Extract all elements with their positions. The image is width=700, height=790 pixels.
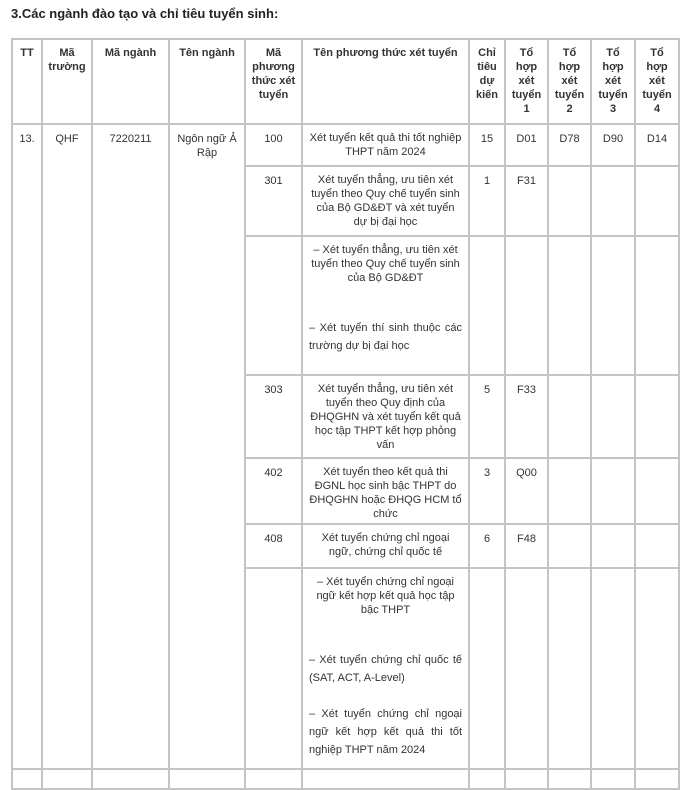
header-quota: Chỉ tiêu dự kiến: [469, 39, 505, 124]
header-major-name: Tên ngành: [169, 39, 245, 124]
method-details-cell: [302, 236, 469, 375]
header-combo-3: Tổ hợp xét tuyển 3: [591, 39, 635, 124]
empty-cell: [635, 166, 679, 236]
combo-1-cell: D01: [505, 124, 548, 166]
header-combo-1: Tổ hợp xét tuyển 1: [505, 39, 548, 124]
empty-cell: [505, 568, 548, 769]
method-code-cell: 408: [245, 524, 302, 568]
empty-cell: [591, 375, 635, 458]
method-code-cell: 100: [245, 124, 302, 166]
empty-cell: [469, 769, 505, 789]
tt-cell: 13.: [12, 124, 42, 769]
detail-line: – Xét tuyển thẳng, ưu tiên xét tuyển theo Quy chế tuyển sinh của Bộ GD&ĐT: [311, 244, 460, 284]
quota-cell: 6: [469, 524, 505, 568]
empty-cell: [591, 166, 635, 236]
section-title: 3.Các ngành đào tạo và chỉ tiêu tuyển sinh:: [11, 6, 279, 21]
empty-cell: [505, 769, 548, 789]
empty-cell: [635, 458, 679, 524]
header-method-name: Tên phương thức xét tuyển: [302, 39, 469, 124]
header-school-code: Mã trường: [42, 39, 92, 124]
quota-cell: 15: [469, 124, 505, 166]
method-name-cell: Xét tuyển theo kết quả thi ĐGNL học sinh bậc THPT do ĐHQGHN hoặc ĐHQG HCM tổ chức: [302, 458, 469, 524]
header-major-code: Mã ngành: [92, 39, 169, 124]
header-combo-2: Tổ hợp xét tuyển 2: [548, 39, 591, 124]
header-row: [12, 39, 679, 124]
empty-cell: [548, 375, 591, 458]
empty-cell: [591, 236, 635, 375]
combo-4-cell: D14: [635, 124, 679, 166]
empty-cell: [635, 568, 679, 769]
method-name-cell: Xét tuyển chứng chỉ ngoại ngữ, chứng chỉ quốc tế: [302, 524, 469, 568]
combo-3-cell: D90: [591, 124, 635, 166]
detail-line: – Xét tuyển chứng chỉ quốc tế (SAT, ACT, A-Level): [309, 654, 462, 684]
empty-cell: [548, 458, 591, 524]
empty-cell: [12, 769, 42, 789]
combo-2-cell: D78: [548, 124, 591, 166]
detail-line: – Xét tuyển chứng chỉ ngoại ngữ kết hợp kết quả thi tốt nghiệp THPT năm 2024: [309, 708, 462, 756]
major-code-cell: 7220211: [92, 124, 169, 769]
empty-cell: [92, 769, 169, 789]
empty-cell: [591, 458, 635, 524]
quota-cell: 1: [469, 166, 505, 236]
method-name-cell: Xét tuyển kết quả thi tốt nghiệp THPT năm 2024: [302, 124, 469, 166]
empty-cell: [635, 236, 679, 375]
empty-cell: [548, 769, 591, 789]
combo-1-cell: F33: [505, 375, 548, 458]
empty-cell: [469, 236, 505, 375]
table-row: [12, 124, 679, 166]
empty-cell: [469, 568, 505, 769]
empty-cell: [635, 524, 679, 568]
empty-cell: [591, 524, 635, 568]
quota-cell: 5: [469, 375, 505, 458]
empty-cell: [302, 769, 469, 789]
empty-cell: [591, 769, 635, 789]
table-row: [12, 769, 679, 789]
major-name-cell: Ngôn ngữ Ả Rập: [169, 124, 245, 769]
admission-table: [11, 38, 680, 790]
combo-1-cell: F48: [505, 524, 548, 568]
empty-cell: [635, 375, 679, 458]
empty-cell: [245, 236, 302, 375]
method-details-cell: [302, 568, 469, 769]
combo-1-cell: Q00: [505, 458, 548, 524]
empty-cell: [245, 769, 302, 789]
header-method-code: Mã phương thức xét tuyển: [245, 39, 302, 124]
method-name-cell: Xét tuyển thẳng, ưu tiên xét tuyển theo Quy chế tuyển sinh của Bộ GD&ĐT và xét tuyển dự bị đại học: [302, 166, 469, 236]
detail-line: – Xét tuyển chứng chỉ ngoại ngữ kết hợp kết quả học tập bậc THPT: [316, 576, 455, 616]
method-code-cell: 402: [245, 458, 302, 524]
detail-line: – Xét tuyển thí sinh thuộc các trường dự bị đại học: [309, 322, 462, 352]
quota-cell: 3: [469, 458, 505, 524]
empty-cell: [635, 769, 679, 789]
combo-1-cell: F31: [505, 166, 548, 236]
school-code-cell: QHF: [42, 124, 92, 769]
empty-cell: [42, 769, 92, 789]
empty-cell: [245, 568, 302, 769]
method-name-cell: Xét tuyển thẳng, ưu tiên xét tuyển theo Quy định của ĐHQGHN và xét tuyển kết quả học tập THPT kết hợp phỏng vấn: [302, 375, 469, 458]
header-tt: TT: [12, 39, 42, 124]
header-combo-4: Tổ hợp xét tuyển 4: [635, 39, 679, 124]
empty-cell: [548, 236, 591, 375]
empty-cell: [505, 236, 548, 375]
empty-cell: [548, 568, 591, 769]
empty-cell: [169, 769, 245, 789]
empty-cell: [548, 166, 591, 236]
empty-cell: [548, 524, 591, 568]
empty-cell: [591, 568, 635, 769]
method-code-cell: 303: [245, 375, 302, 458]
method-code-cell: 301: [245, 166, 302, 236]
